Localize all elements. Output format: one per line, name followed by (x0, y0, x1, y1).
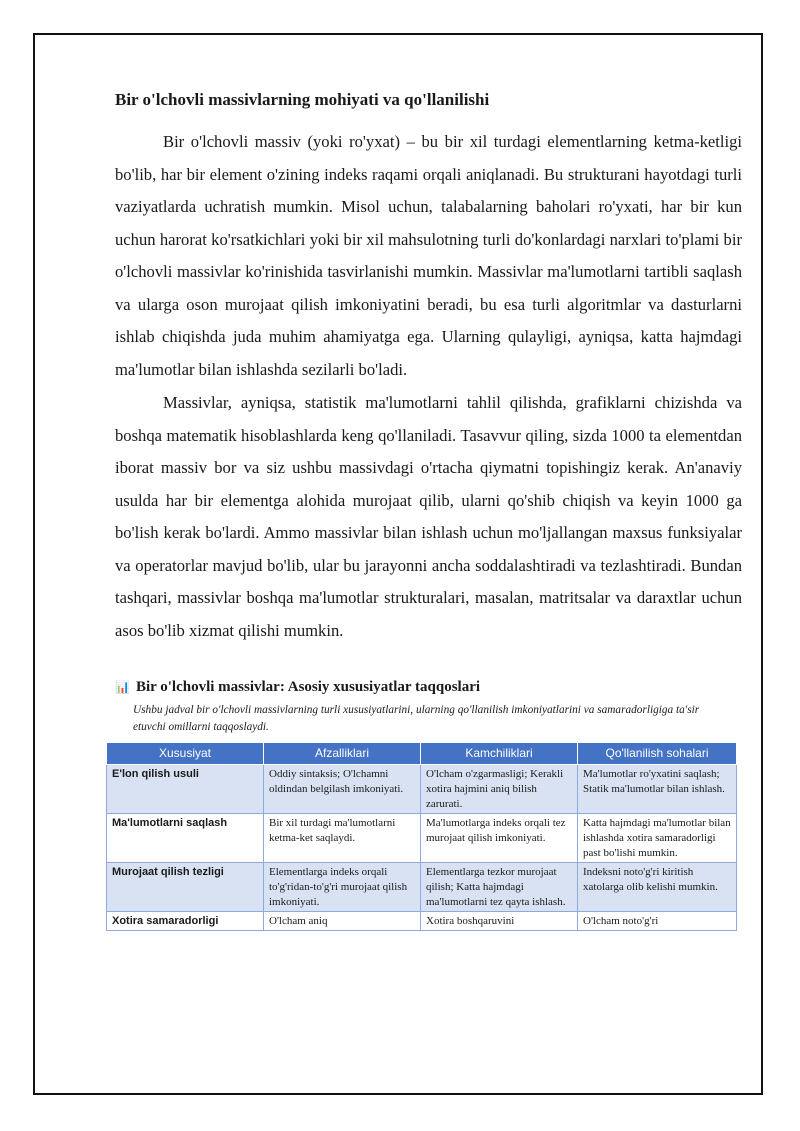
table-title-text: Bir o'lchovli massivlar: Asosiy xususiyatlar taqqoslari (135, 679, 481, 695)
row-header-cell: Murojaat qilish tezligi (107, 863, 264, 912)
bar-chart-icon: 📊 (115, 680, 130, 694)
table-row (107, 814, 737, 863)
table-cell: Katta hajmdagi ma'lumotlar bilan ishlashda xotira samaradorligi past bo'lishi mumkin. (578, 814, 737, 863)
column-header: Xususiyat (107, 743, 264, 765)
table-cell: Indeksni noto'g'ri kiritish xatolarga olib kelishi mumkin. (578, 863, 737, 912)
paragraph-2: Massivlar, ayniqsa, statistik ma'lumotlarni tahlil qilishda, grafiklarni chizishda va boshqa matematik hisoblashlarda keng qo'llaniladi. Tasavvur qiling, sizda 1000 ta elementdan iborat massiv bor va siz ushbu massivdagi o'rtacha qiymatni topishingiz kerak. An'anaviy usulda har bir elementga alohida murojaat qilib, ularni qo'shib chiqish va keyin 1000 ga bo'lish kerak bo'lardi. Ammo massivlar bilan ishlash uchun mo'ljallangan maxsus funksiyalar va operatorlar mavjud bo'lib, ular bu jarayonni ancha soddalashtiradi va tezlashtiradi. Bundan tashqari, massivlar boshqa ma'lumotlar strukturalari, masalan, matritsalar va daraxtlar uchun asos bo'lib xizmat qilishi mumkin. (115, 393, 742, 640)
table-row (107, 863, 737, 912)
row-header-cell: Ma'lumotlarni saqlash (107, 814, 264, 863)
table-title (115, 677, 742, 697)
row-header-cell: E'lon qilish usuli (107, 765, 264, 814)
row-header-cell: Xotira samaradorligi (107, 912, 264, 931)
comparison-table (106, 742, 737, 931)
table-cell: Ma'lumotlarga indeks orqali tez murojaat qilish imkoniyati. (421, 814, 578, 863)
column-header: Qo'llanilish sohalari (578, 743, 737, 765)
column-header: Kamchiliklari (421, 743, 578, 765)
table-cell: O'lcham o'zgarmasligi; Kerakli xotira hajmini aniq bilish zarurati. (421, 765, 578, 814)
table-row (107, 765, 737, 814)
table-cell: O'lcham noto'g'ri (578, 912, 737, 931)
table-header-row (107, 743, 737, 765)
column-header: Afzalliklari (264, 743, 421, 765)
table-cell: Bir xil turdagi ma'lumotlarni ketma-ket saqlaydi. (264, 814, 421, 863)
table-cell: O'lcham aniq (264, 912, 421, 931)
table-cell: Elementlarga tezkor murojaat qilish; Katta hajmdagi ma'lumotlarni tez qayta ishlash. (421, 863, 578, 912)
table-caption: Ushbu jadval bir o'lchovli massivlarning turli xususiyatlarini, ularning qo'llanilish imkoniyatlarini va samaradorligiga ta'sir etuvchi omillarni taqqoslaydi. (133, 704, 700, 733)
document-body (112, 88, 742, 931)
paragraph-1: Bir o'lchovli massiv (yoki ro'yxat) – bu bir xil turdagi elementlarning ketma-ketligi bo'lib, har bir element o'zining indeks raqami orqali aniqlanadi. Bu strukturani hayotdagi turli vaziyatlarda uchratish mumkin. Misol uchun, talabalarning baholari ro'yxati, har bir kun uchun harorat ko'rsatkichlari yoki bir xil mahsulotning turli do'konlardagi narxlari to'plami bir o'lchovli massivlar ko'rinishida tasvirlanishi mumkin. Massivlar ma'lumotlarni tartibli saqlash va ularga oson murojaat qilish imkoniyatini beradi, bu esa turli algoritmlar va dasturlarni ishlab chiqishda juda muhim ahamiyatga ega. Ularning qulayligi, ayniqsa, katta hajmdagi ma'lumotlar bilan ishlashda sezilarli bo'ladi. (115, 132, 742, 379)
table-cell: Ma'lumotlar ro'yxatini saqlash; Statik ma'lumotlar bilan ishlash. (578, 765, 737, 814)
table-cell: Oddiy sintaksis; O'lchamni oldindan belgilash imkoniyati. (264, 765, 421, 814)
section-heading: Bir o'lchovli massivlarning mohiyati va qo'llanilishi (115, 90, 490, 109)
table-row (107, 912, 737, 931)
table-cell: Xotira boshqaruvini (421, 912, 578, 931)
table-cell: Elementlarga indeks orqali to'g'ridan-to'g'ri murojaat qilish imkoniyati. (264, 863, 421, 912)
